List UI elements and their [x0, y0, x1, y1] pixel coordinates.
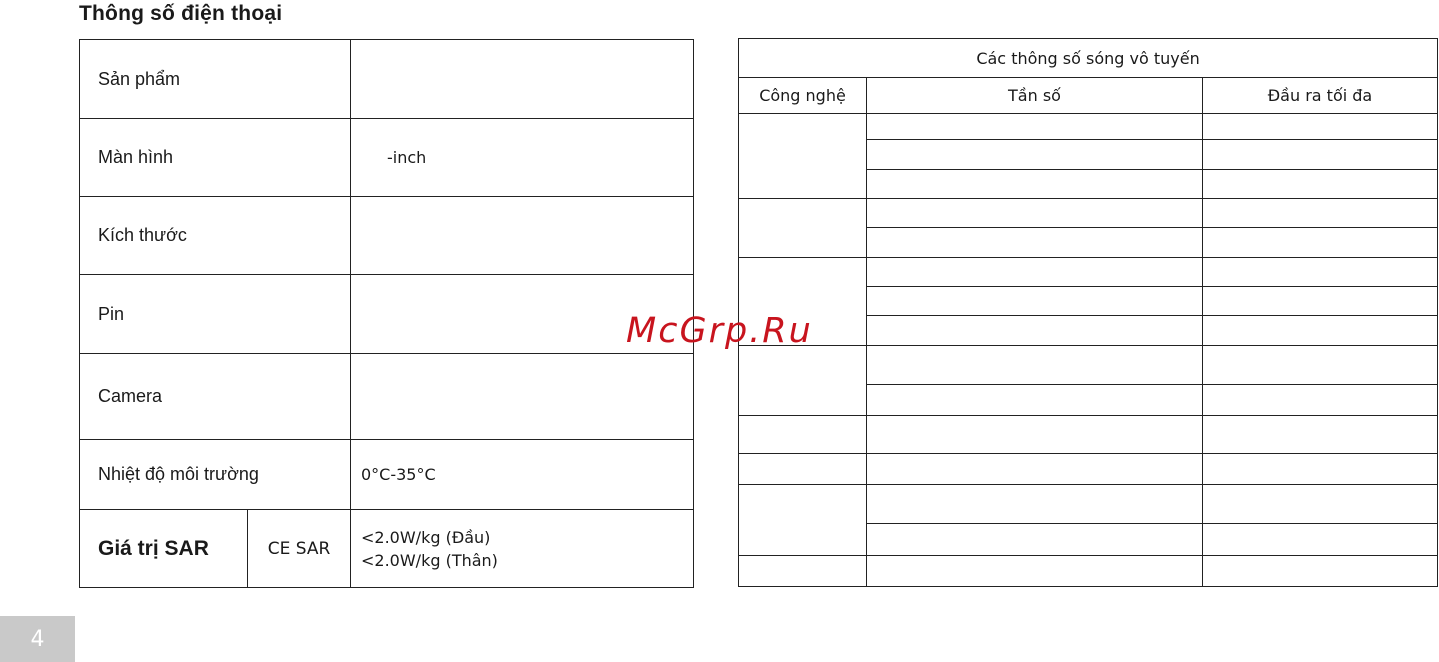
- frequency-cell: [867, 454, 1203, 485]
- output-cell: [1203, 316, 1438, 346]
- header-max-output: Đầu ra tối đa: [1203, 78, 1438, 114]
- header-frequency: Tần số: [867, 78, 1203, 114]
- table-row: [739, 454, 1438, 485]
- spec-row-camera: [80, 354, 694, 440]
- technology-cell: [739, 416, 867, 454]
- spec-label: Nhiệt độ môi trường: [80, 440, 351, 510]
- spec-value: 0°C-35°C: [351, 440, 694, 510]
- frequency-cell: [867, 199, 1203, 228]
- radio-header-row: [739, 78, 1438, 114]
- output-cell: [1203, 346, 1438, 385]
- frequency-cell: [867, 228, 1203, 258]
- radio-title-row: [739, 39, 1438, 78]
- header-technology: Công nghệ: [739, 78, 867, 114]
- frequency-cell: [867, 140, 1203, 170]
- output-cell: [1203, 454, 1438, 485]
- spec-value: [351, 354, 694, 440]
- spec-value: [351, 197, 694, 275]
- table-row: [739, 346, 1438, 385]
- sar-type: CE SAR: [248, 510, 351, 588]
- table-row: [739, 258, 1438, 287]
- technology-cell: [739, 556, 867, 587]
- frequency-cell: [867, 524, 1203, 556]
- output-cell: [1203, 199, 1438, 228]
- frequency-cell: [867, 170, 1203, 199]
- table-row: [739, 199, 1438, 228]
- technology-cell: [739, 114, 867, 199]
- spec-value: [351, 40, 694, 119]
- spec-row-temperature: [80, 440, 694, 510]
- spec-row-battery: [80, 275, 694, 354]
- frequency-cell: [867, 346, 1203, 385]
- output-cell: [1203, 485, 1438, 524]
- output-cell: [1203, 140, 1438, 170]
- sar-label: Giá trị SAR: [80, 510, 248, 588]
- frequency-cell: [867, 316, 1203, 346]
- spec-label: Camera: [80, 354, 351, 440]
- radio-table-title: Các thông số sóng vô tuyến: [739, 39, 1438, 78]
- spec-label: Pin: [80, 275, 351, 354]
- output-cell: [1203, 556, 1438, 587]
- output-cell: [1203, 385, 1438, 416]
- frequency-cell: [867, 485, 1203, 524]
- spec-row-product: [80, 40, 694, 119]
- sar-head-value: <2.0W/kg (Đầu): [361, 527, 491, 547]
- table-row: [739, 114, 1438, 140]
- output-cell: [1203, 170, 1438, 199]
- frequency-cell: [867, 416, 1203, 454]
- frequency-cell: [867, 385, 1203, 416]
- technology-cell: [739, 346, 867, 416]
- page-title: Thông số điện thoại: [79, 2, 283, 25]
- frequency-cell: [867, 258, 1203, 287]
- output-cell: [1203, 258, 1438, 287]
- frequency-cell: [867, 287, 1203, 316]
- watermark: McGrp.Ru: [626, 311, 813, 351]
- table-row: [739, 556, 1438, 587]
- sar-body-value: <2.0W/kg (Thân): [361, 550, 498, 570]
- output-cell: [1203, 114, 1438, 140]
- technology-cell: [739, 454, 867, 485]
- phone-spec-table: [79, 39, 694, 588]
- spec-row-sar: [80, 510, 694, 588]
- radio-spec-table: [738, 38, 1438, 587]
- spec-label: Kích thước: [80, 197, 351, 275]
- technology-cell: [739, 199, 867, 258]
- spec-row-dimensions: [80, 197, 694, 275]
- table-row: [739, 416, 1438, 454]
- sar-values: [351, 510, 694, 588]
- output-cell: [1203, 416, 1438, 454]
- frequency-cell: [867, 556, 1203, 587]
- spec-value: -inch: [351, 119, 694, 197]
- spec-row-screen: [80, 119, 694, 197]
- technology-cell: [739, 485, 867, 556]
- output-cell: [1203, 287, 1438, 316]
- page-number: 4: [0, 616, 75, 662]
- table-row: [739, 485, 1438, 524]
- output-cell: [1203, 524, 1438, 556]
- frequency-cell: [867, 114, 1203, 140]
- spec-label: Màn hình: [80, 119, 351, 197]
- spec-label: Sản phẩm: [80, 40, 351, 119]
- output-cell: [1203, 228, 1438, 258]
